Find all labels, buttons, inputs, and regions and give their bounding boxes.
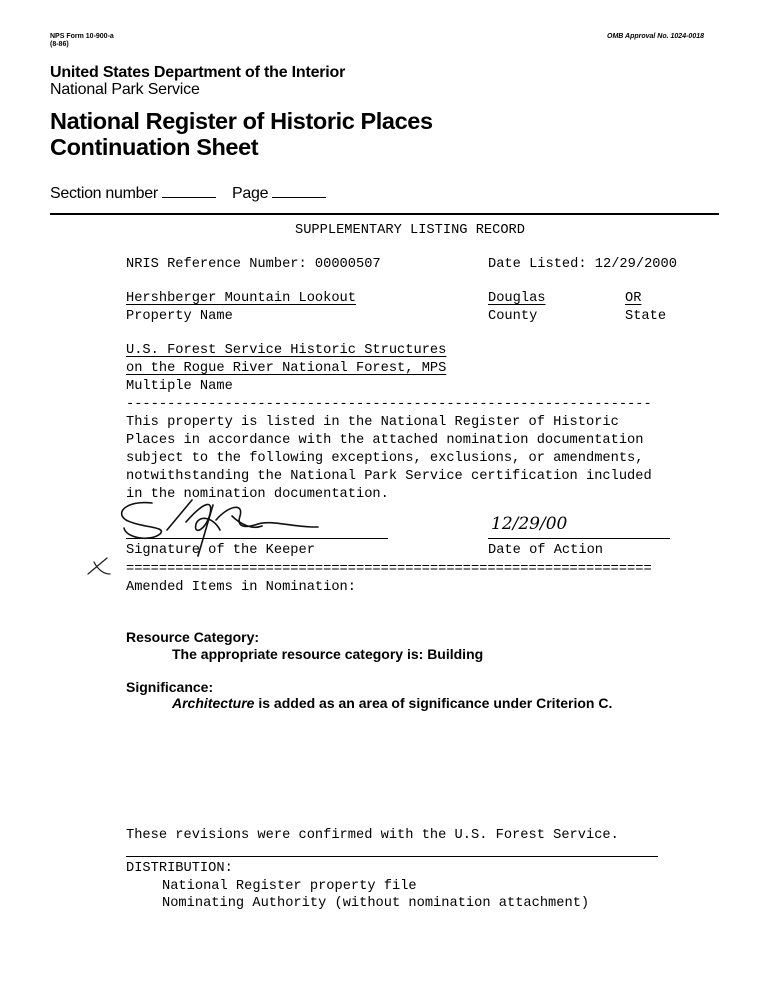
body-line-3: subject to the following exceptions, exclusions, or amendments, (126, 451, 644, 466)
action-date-handwritten: 12/29/00 (491, 514, 568, 534)
property-name-label: Property Name (126, 309, 233, 324)
form-number: NPS Form 10-900-a (50, 33, 114, 40)
distribution-rule (126, 856, 658, 857)
state-name: OR (625, 291, 642, 306)
date-listed: Date Listed: 12/29/2000 (488, 257, 677, 272)
significance-text (172, 695, 612, 712)
page-subtitle: Continuation Sheet (50, 134, 259, 160)
page-title: National Register of Historic Places (50, 108, 433, 134)
significance-area: Architecture (172, 695, 255, 711)
significance-rest: is added as an area of significance under Criterion C. (254, 695, 613, 711)
body-line-5: in the nomination documentation. (126, 487, 389, 502)
county-name: Douglas (488, 291, 546, 306)
dashed-divider: ---------------------------------------------------------------- (126, 397, 652, 412)
resource-category-text: The appropriate resource category is: Building (172, 646, 484, 662)
signature-label: Signature of the Keeper (126, 543, 315, 558)
distribution-label: DISTRIBUTION: (126, 861, 233, 876)
form-revision: (8-86) (50, 41, 69, 48)
body-line-1: This property is listed in the National Register of Historic (126, 415, 619, 430)
multiple-name-label: Multiple Name (126, 379, 233, 394)
body-line-2: Places in accordance with the attached nomination documentation (126, 433, 644, 448)
property-name: Hershberger Mountain Lookout (126, 291, 356, 306)
multiple-name-line-1: U.S. Forest Service Historic Structures (126, 343, 447, 358)
department-name: United States Department of the Interior (50, 64, 346, 81)
multiple-name-line-2: on the Rogue River National Forest, MPS (126, 361, 447, 376)
body-line-4: notwithstanding the National Park Service certification included (126, 469, 652, 484)
date-of-action-label: Date of Action (488, 543, 603, 558)
resource-category-heading: Resource Category: (126, 629, 260, 645)
service-name: National Park Service (50, 81, 200, 98)
omb-approval: OMB Approval No. 1024-0018 (607, 33, 704, 40)
nris-reference: NRIS Reference Number: 00000507 (126, 257, 381, 272)
county-label: County (488, 309, 538, 324)
significance-heading: Significance: (126, 679, 214, 695)
confirmation-note: These revisions were confirmed with the U.S. Forest Service. (126, 828, 619, 843)
section-number-label: Section number (50, 185, 158, 202)
distribution-item: National Register property file (162, 879, 417, 894)
page-label: Page (232, 185, 269, 202)
state-label: State (625, 309, 667, 324)
double-divider: ================================================================ (126, 562, 652, 577)
record-heading: SUPPLEMENTARY LISTING RECORD (295, 223, 525, 238)
amended-items-label: Amended Items in Nomination: (126, 580, 356, 595)
distribution-item: Nominating Authority (without nomination attachment) (162, 896, 590, 911)
